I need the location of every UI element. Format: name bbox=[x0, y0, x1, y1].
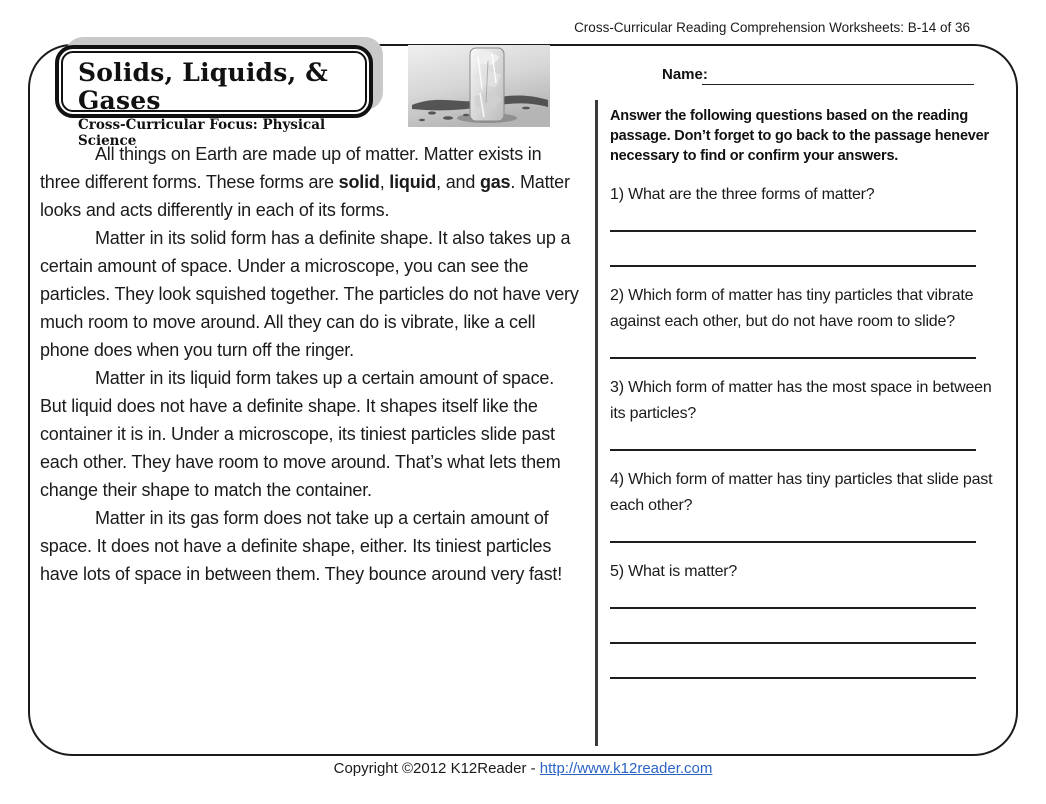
answer-line bbox=[610, 519, 976, 543]
questions-column bbox=[610, 106, 1000, 679]
worksheet-series-label: Cross-Curricular Reading Comprehension Worksheets: B-14 of 36 bbox=[574, 20, 970, 35]
ice-cube-photo bbox=[408, 45, 550, 127]
answer-line bbox=[610, 232, 976, 267]
answer-line bbox=[610, 335, 976, 359]
question-text: 4) Which form of matter has tiny particles that slide past each other? bbox=[610, 471, 993, 514]
passage-paragraph: Matter in its gas form does not take up a certain amount of space. It does not have a definite shape, either. Its tiniest particles have lots of space in between them. They bounce around very fast! bbox=[40, 508, 562, 584]
question-text: 1) What are the three forms of matter? bbox=[610, 186, 875, 203]
passage-paragraph: All things on Earth are made up of matter. Matter exists in three different forms. These forms are solid, liquid, and gas. Matter looks and acts differently in each of its forms. bbox=[40, 144, 570, 220]
answer-line bbox=[610, 644, 976, 679]
answer-line bbox=[610, 427, 976, 451]
answer-line bbox=[610, 609, 976, 644]
question-text: 3) Which form of matter has the most space in between its particles? bbox=[610, 379, 992, 422]
passage-paragraph: Matter in its solid form has a definite shape. It also takes up a certain amount of space. Under a microscope, you can see the particles. They look squished together. The particles do not have very much room to move around. All they can do is vibrate, like a cell phone does when you turn off the ringer. bbox=[40, 228, 579, 360]
instructions-text: Answer the following questions based on the reading passage. Don’t forget to go back to the passage henever necessary to find or confirm your answers. bbox=[610, 108, 989, 164]
name-label: Name: bbox=[662, 66, 708, 83]
question-block-3 bbox=[610, 375, 1000, 451]
question-block-4 bbox=[610, 467, 1000, 543]
page-title: Solids, Liquids, & Gases bbox=[78, 58, 329, 115]
question-block-1 bbox=[610, 182, 1000, 267]
column-divider bbox=[595, 100, 598, 746]
footer-copyright bbox=[0, 760, 1046, 777]
footer-link[interactable]: http://www.k12reader.com bbox=[539, 760, 713, 777]
name-write-line bbox=[702, 66, 974, 85]
passage-paragraph: Matter in its liquid form takes up a certain amount of space. But liquid does not have a definite shape. It shapes itself like the container it is in. Under a microscope, its tiniest particles slide past each other. They have room to move around. That’s what lets them change their shape to match the container. bbox=[40, 368, 561, 500]
question-text: 5) What is matter? bbox=[610, 563, 738, 580]
title-box-inner bbox=[61, 51, 367, 149]
answer-line bbox=[610, 585, 976, 609]
copyright-text: Copyright ©2012 K12Reader - bbox=[333, 760, 540, 777]
question-block-2 bbox=[610, 283, 1000, 359]
answer-line bbox=[610, 208, 976, 232]
question-text: 2) Which form of matter has tiny particles that vibrate against each other, but do not have room to slide? bbox=[610, 287, 974, 330]
question-block-5 bbox=[610, 559, 1000, 679]
title-box bbox=[55, 45, 373, 149]
page-subtitle: Cross-Curricular Focus: Physical Science bbox=[78, 117, 326, 149]
reading-passage bbox=[40, 140, 582, 588]
